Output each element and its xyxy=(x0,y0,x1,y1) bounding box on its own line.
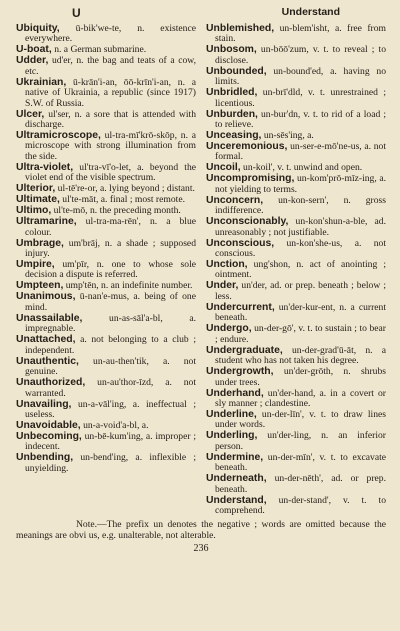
entry-headword: Unanimous, xyxy=(16,291,76,303)
dictionary-entry xyxy=(206,67,386,88)
entry-definition: un-der-gō', v. t. to sustain ; to bear ; endure. xyxy=(215,323,386,345)
entry-columns xyxy=(16,24,386,517)
dictionary-entry xyxy=(16,292,196,313)
entry-definition: ul-tra-ma-rēn', n. a blue colour. xyxy=(25,216,196,238)
dictionary-entry xyxy=(206,389,386,410)
entry-headword: Unauthentic, xyxy=(16,355,79,367)
footnote: Note.—The prefix un denotes the negative ; words are omitted because the meanings are obvi us, e.g. unalterable, not alterable. xyxy=(16,518,386,541)
page-header xyxy=(16,6,386,22)
entry-definition: un-der-līn', v. t. to draw lines under words. xyxy=(215,408,386,431)
entry-definition: un-a-vāl'ing, a. ineffectual ; useless. xyxy=(25,398,196,420)
entry-headword: Unceasing, xyxy=(206,130,262,142)
dictionary-entry xyxy=(16,184,196,194)
entry-headword: Unavailing, xyxy=(16,398,72,410)
entry-headword: Unburden, xyxy=(206,108,258,120)
entry-definition: un-bur'dn, v. t. to rid of a load ; to relieve. xyxy=(215,108,386,131)
entry-definition: ul-tē're-or, a. lying beyond ; distant. xyxy=(55,183,195,195)
entry-headword: Umpire, xyxy=(16,259,55,271)
entry-headword: Underline, xyxy=(206,408,257,420)
dictionary-entry xyxy=(206,281,386,302)
entry-headword: Undercurrent, xyxy=(206,301,275,313)
entry-definition: un-der-grad'ū-āt, n. a student who has not taken his degree. xyxy=(215,344,386,367)
entry-definition: un-bend'ing, a. inflexible ; unyielding. xyxy=(25,452,196,474)
entry-headword: Uncoil, xyxy=(206,162,241,174)
entry-definition: ul'te-mō, n. the preceding month. xyxy=(51,205,181,217)
dictionary-entry xyxy=(16,110,196,131)
dictionary-entry xyxy=(206,324,386,345)
dictionary-entry xyxy=(206,453,386,474)
entry-headword: Undergrowth, xyxy=(206,366,274,378)
entry-headword: Underling, xyxy=(206,430,258,442)
entry-definition: un-koil', v. t. unwind and open. xyxy=(240,162,363,174)
right-column xyxy=(206,24,386,517)
dictionary-entry xyxy=(206,24,386,45)
running-title: Understand xyxy=(281,6,340,18)
dictionary-entry xyxy=(206,474,386,495)
dictionary-entry xyxy=(206,410,386,431)
page-number: 236 xyxy=(193,542,209,554)
dictionary-entry xyxy=(16,432,196,453)
entry-definition: un-kon-sern', n. gross indifference. xyxy=(215,194,386,217)
entry-definition: a. not belonging to a club ; independent. xyxy=(25,334,196,356)
entry-headword: Ukrainian, xyxy=(16,76,67,88)
entry-definition: un-blem'isht, a. free from stain. xyxy=(215,23,386,45)
entry-definition: ud'er, n. the bag and teats of a cow, etc. xyxy=(25,55,196,77)
entry-headword: Under, xyxy=(206,280,239,292)
dictionary-entry xyxy=(206,367,386,388)
entry-definition: un-bōō'zum, v. t. to reveal ; to disclose. xyxy=(215,44,386,66)
entry-definition: un'der, ad. or prep. beneath ; below ; less. xyxy=(215,280,386,302)
dictionary-entry xyxy=(16,260,196,281)
dictionary-entry xyxy=(206,196,386,217)
entry-headword: Ultimo, xyxy=(16,205,52,217)
entry-headword: Unbecoming, xyxy=(16,430,82,442)
entry-definition: ū-nan'e-mus, a. being of one mind. xyxy=(25,291,196,313)
entry-definition: un-ser-e-mō'ne-us, a. not formal. xyxy=(215,141,386,163)
entry-headword: Ultramarine, xyxy=(16,216,77,228)
dictionary-entry xyxy=(16,78,196,109)
entry-headword: Ulterior, xyxy=(16,183,56,195)
entry-headword: Unconscionably, xyxy=(206,216,289,228)
entry-headword: Unconscious, xyxy=(206,237,275,249)
entry-headword: Unconcern, xyxy=(206,194,264,206)
entry-headword: Unattached, xyxy=(16,334,76,346)
entry-headword: U-boat, xyxy=(16,44,52,56)
entry-headword: Umpteen, xyxy=(16,280,64,292)
entry-definition: un-bound'ed, a. having no limits. xyxy=(215,65,386,88)
dictionary-entry xyxy=(16,24,196,45)
entry-headword: Umbrage, xyxy=(16,237,64,249)
entry-headword: Unbounded, xyxy=(206,65,267,77)
entry-definition: un-brī'dld, v. t. unrestrained ; licentious. xyxy=(215,87,386,109)
dictionary-entry xyxy=(16,357,196,378)
entry-headword: Unbridled, xyxy=(206,87,258,99)
dictionary-entry xyxy=(206,303,386,324)
entry-definition: un-der-mīn', v. t. to excavate beneath. xyxy=(215,451,386,474)
dictionary-entry xyxy=(16,131,196,162)
dictionary-entry xyxy=(16,45,196,55)
dictionary-entry xyxy=(16,163,196,184)
entry-definition: n. a German submarine. xyxy=(51,44,147,56)
entry-definition: un'der-kur-ent, n. a current beneath. xyxy=(215,301,386,324)
entry-definition: ul-tra-mī'krō-skōp, n. a microscope with strong illumination from the side. xyxy=(25,130,196,162)
dictionary-entry xyxy=(16,453,196,474)
dictionary-entry xyxy=(206,346,386,367)
section-letter: U xyxy=(72,6,81,20)
entry-definition: ū-bik'we-te, n. existence everywhere. xyxy=(25,23,196,45)
entry-definition: un-kom'prō-mīz-ing, a. not yielding to terms. xyxy=(215,173,386,195)
dictionary-entry xyxy=(206,174,386,195)
dictionary-entry xyxy=(16,378,196,399)
entry-definition: un-kon'she-us, a. not conscious. xyxy=(215,237,386,260)
dictionary-entry xyxy=(16,281,196,291)
dictionary-entry xyxy=(16,421,196,431)
entry-headword: Underhand, xyxy=(206,387,264,399)
dictionary-entry xyxy=(16,239,196,260)
entry-definition: un-der-stand', v. t. to comprehend. xyxy=(215,494,386,516)
entry-headword: Undermine, xyxy=(206,451,264,463)
entry-definition: ump'tēn, n. an indefinite number. xyxy=(63,280,193,292)
entry-definition: ul'ser, n. a sore that is attended with discharge. xyxy=(25,108,196,131)
dictionary-entry xyxy=(206,45,386,66)
entry-definition: un-sēs'ing, a. xyxy=(261,130,314,142)
entry-definition: un-au'thor-īzd, a. not warranted. xyxy=(25,377,196,399)
entry-headword: Udder, xyxy=(16,55,49,67)
dictionary-entry xyxy=(206,142,386,163)
entry-definition: un'der-ling, n. an inferior person. xyxy=(215,430,386,452)
entry-headword: Ulcer, xyxy=(16,108,45,120)
entry-headword: Unbosom, xyxy=(206,44,257,56)
dictionary-entry xyxy=(206,496,386,517)
entry-definition: ū-krān'i-an, ōō-krīn'i-an, n. a native of Ukrainia, a republic (since 1917) S.W. of Russia. xyxy=(25,76,196,109)
dictionary-entry xyxy=(16,400,196,421)
dictionary-entry xyxy=(206,217,386,238)
entry-headword: Unassailable, xyxy=(16,312,83,324)
dictionary-entry xyxy=(206,431,386,452)
entry-headword: Unavoidable, xyxy=(16,419,81,431)
dictionary-entry xyxy=(16,217,196,238)
dictionary-entry xyxy=(206,239,386,260)
entry-definition: um'brāj, n. a shade ; supposed injury. xyxy=(25,237,196,260)
dictionary-entry xyxy=(16,56,196,77)
dictionary-entry xyxy=(206,163,386,173)
entry-headword: Ultra-violet, xyxy=(16,161,74,173)
entry-headword: Ultramicroscope, xyxy=(16,130,101,142)
entry-definition: un-kon'shun-a-ble, ad. unreasonably ; not justifiable. xyxy=(215,216,386,238)
entry-definition: ul'tra-vī'o-let, a. beyond the violet end of the visible spectrum. xyxy=(25,161,196,184)
dictionary-entry xyxy=(206,131,386,141)
entry-definition: un-bē-kum'ing, a. improper ; indecent. xyxy=(25,430,196,453)
entry-headword: Unauthorized, xyxy=(16,377,86,389)
entry-headword: Ultimate, xyxy=(16,194,60,206)
dictionary-entry xyxy=(206,110,386,131)
entry-headword: Underneath, xyxy=(206,473,267,485)
dictionary-entry xyxy=(16,195,196,205)
left-column xyxy=(16,24,196,517)
dictionary-entry xyxy=(16,314,196,335)
entry-definition: un'der-grōth, n. shrubs under trees. xyxy=(215,366,386,388)
entry-headword: Undergo, xyxy=(206,323,252,335)
entry-definition: um'pīr, n. one to whose sole decision a dispute is referred. xyxy=(25,259,196,281)
entry-headword: Unblemished, xyxy=(206,23,275,34)
dictionary-entry xyxy=(16,335,196,356)
entry-headword: Unction, xyxy=(206,259,248,271)
entry-headword: Ubiquity, xyxy=(16,23,60,34)
entry-definition: un-der-nēth', ad. or prep. beneath. xyxy=(215,473,386,495)
dictionary-entry xyxy=(206,88,386,109)
entry-definition: un'der-hand, a. in a covert or sly manner ; clandestine. xyxy=(215,387,386,409)
dictionary-entry xyxy=(16,206,196,216)
entry-headword: Unceremonious, xyxy=(206,141,288,153)
dictionary-entry xyxy=(206,260,386,281)
entry-definition: ung'shon, n. act of anointing ; ointment. xyxy=(215,259,386,281)
entry-definition: ul'te-māt, a. final ; most remote. xyxy=(59,194,185,206)
entry-definition: un-au-then'tik, a. not genuine. xyxy=(25,355,196,378)
entry-headword: Undergraduate, xyxy=(206,344,283,356)
entry-definition: un-as-sāl'a-bl, a. impregnable. xyxy=(25,312,196,335)
entry-definition: un-a-void'a-bl, a. xyxy=(80,419,149,431)
entry-headword: Unbending, xyxy=(16,452,74,464)
entry-headword: Understand, xyxy=(206,494,267,506)
entry-headword: Uncompromising, xyxy=(206,173,295,185)
